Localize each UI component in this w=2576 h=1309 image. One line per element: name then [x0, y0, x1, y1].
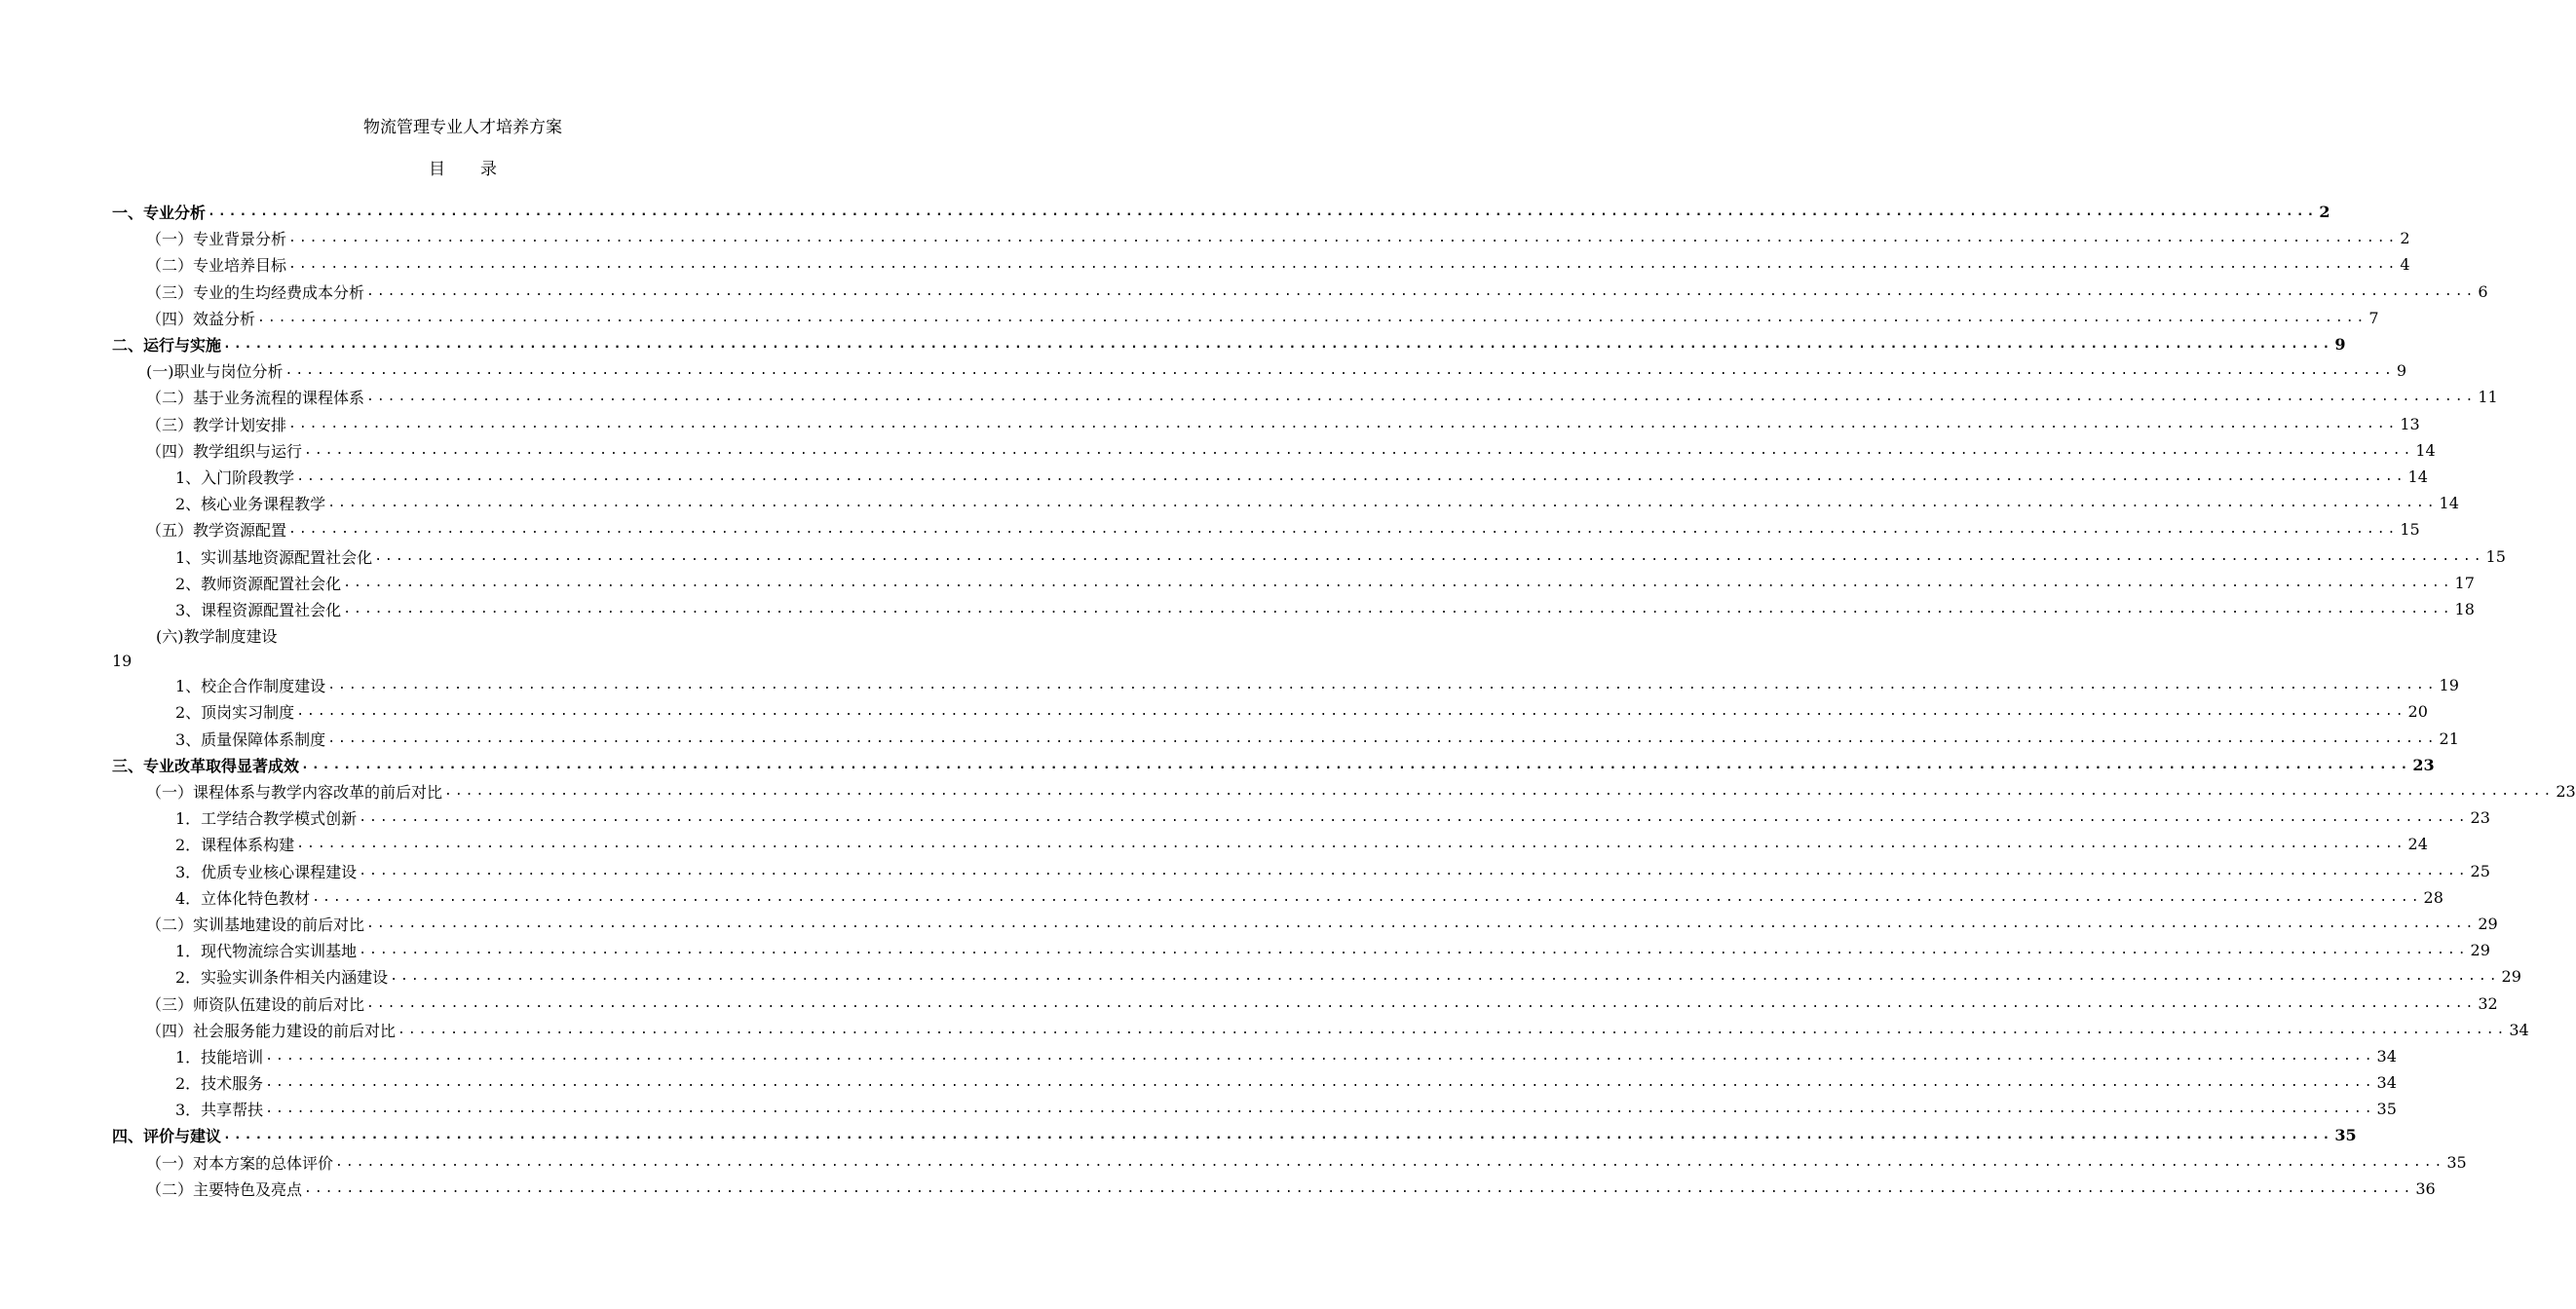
toc-entry[interactable] — [0, 596, 2475, 622]
toc-heading-char-1: 目 — [429, 160, 445, 179]
toc-dot-leader: ........................................................................................................................................................................................................ — [312, 889, 2422, 905]
toc-entry[interactable] — [0, 672, 2459, 698]
toc-dot-leader: ........................................................................................................................................................................................................ — [304, 442, 2414, 458]
toc-entry-label: （四）社会服务能力建设的前后对比 — [146, 1021, 397, 1040]
toc-entry[interactable] — [0, 1149, 2467, 1176]
toc-entry-page-number: 29 — [2501, 967, 2521, 987]
toc-entry-label: 1．技能培训 — [175, 1047, 264, 1066]
toc-entry-label: （二）专业培养目标 — [146, 256, 287, 276]
toc-entry-page-number: 23 — [2470, 808, 2490, 828]
toc-entry-label: （四）效益分析 — [146, 309, 256, 328]
toc-dot-leader: ........................................................................................................................................................................................................ — [359, 863, 2469, 879]
toc-entry-page-number: 34 — [2376, 1073, 2397, 1093]
toc-entry-label: 2．技术服务 — [175, 1074, 264, 1094]
toc-entry-page-number: 34 — [2376, 1046, 2397, 1066]
toc-chapter-entry[interactable] — [0, 331, 2346, 357]
toc-entry[interactable] — [0, 464, 2428, 490]
toc-entry[interactable] — [0, 384, 2498, 410]
toc-entry[interactable] — [0, 698, 2428, 725]
toc-entry-label: 三、专业改革取得显著成效 — [112, 756, 300, 775]
toc-dot-leader: ........................................................................................................................................................................................................ — [288, 231, 2399, 246]
toc-entry[interactable] — [0, 911, 2498, 937]
toc-entry-page-number: 19 — [112, 651, 133, 670]
toc-dot-leader: ........................................................................................................................................................................................................ — [366, 916, 2477, 931]
toc-entry-page-number: 14 — [2415, 440, 2436, 460]
toc-entry-label: （一）课程体系与教学内容改革的前后对比 — [146, 783, 443, 803]
toc-entry[interactable] — [0, 1069, 2397, 1096]
toc-dot-leader: ........................................................................................................................................................................................................ — [343, 575, 2453, 590]
toc-entry[interactable] — [0, 884, 2443, 911]
toc-dot-leader: ........................................................................................................................................................................................................ — [288, 522, 2399, 538]
toc-chapter-entry[interactable] — [0, 752, 2435, 778]
toc-entry[interactable] — [0, 437, 2436, 464]
toc-entry-label: 3、课程资源配置社会化 — [175, 600, 342, 619]
toc-dot-leader: ........................................................................................................................................................................................................ — [288, 416, 2399, 431]
toc-entry-page-number: 32 — [2478, 993, 2498, 1013]
toc-dot-leader: ........................................................................................................................................................................................................ — [327, 678, 2438, 693]
toc-entry-label: 四、评价与建议 — [112, 1127, 222, 1146]
toc-entry-label: （二）基于业务流程的课程体系 — [146, 389, 365, 408]
toc-dot-leader: ........................................................................................................................................................................................................ — [296, 704, 2406, 720]
toc-entry-label: 2．课程体系构建 — [175, 836, 295, 855]
toc-entry[interactable] — [0, 622, 926, 649]
toc-dot-leader: ........................................................................................................................................................................................................ — [301, 757, 2411, 772]
toc-entry[interactable] — [0, 490, 2459, 516]
toc-dot-leader: ........................................................................................................................................................................................................ — [304, 1180, 2414, 1196]
toc-dot-leader: ........................................................................................................................................................................................................ — [366, 390, 2477, 405]
toc-entry-page-number: 17 — [2454, 573, 2475, 592]
toc-dot-leader: ........................................................................................................................................................................................................ — [284, 363, 2395, 379]
toc-entry[interactable] — [0, 357, 2407, 384]
toc-dot-leader: ........................................................................................................................................................................................................ — [343, 601, 2453, 617]
toc-entry-page-number: 28 — [2423, 887, 2443, 907]
toc-entry[interactable] — [0, 251, 2410, 278]
toc-entry-label: 3．优质专业核心课程建设 — [175, 862, 358, 881]
toc-entry-page-number: 21 — [2439, 729, 2459, 748]
toc-entry[interactable] — [0, 804, 2490, 831]
toc-entry-label: 2．实验实训条件相关内涵建设 — [175, 968, 389, 988]
toc-chapter-entry[interactable] — [0, 199, 2330, 225]
toc-entry-label: （三）专业的生均经费成本分析 — [146, 282, 365, 302]
document-title: 物流管理专业人才培养方案 — [363, 118, 562, 137]
toc-entry-label: 1、校企合作制度建设 — [175, 677, 326, 696]
toc-entry-page-number: 36 — [2415, 1178, 2436, 1198]
toc-entry-page-number: 19 — [2439, 676, 2459, 695]
toc-dot-leader: ........................................................................................................................................................................................................ — [208, 205, 2318, 220]
toc-dot-leader: ........................................................................................................................................................................................................ — [327, 730, 2438, 746]
toc-entry-label: 3．共享帮扶 — [175, 1101, 264, 1120]
toc-entry-label: 1、实训基地资源配置社会化 — [175, 547, 373, 567]
toc-entry[interactable] — [0, 990, 2498, 1016]
toc-entry-page-number: 14 — [2407, 467, 2428, 486]
toc-entry-page-number: 25 — [2470, 861, 2490, 880]
toc-dot-leader: ........................................................................................................................................................................................................ — [374, 548, 2484, 564]
toc-dot-leader: ........................................................................................................................................................................................................ — [366, 283, 2477, 299]
toc-entry-label: 2、教师资源配置社会化 — [175, 574, 342, 593]
table-of-contents — [0, 199, 2576, 1202]
toc-entry-page-number: 11 — [2478, 388, 2498, 407]
toc-entry[interactable] — [0, 305, 2379, 331]
toc-entry-label: （五）教学资源配置 — [146, 521, 287, 541]
toc-entry[interactable] — [0, 858, 2490, 884]
toc-entry[interactable] — [0, 963, 2521, 990]
toc-entry-label: （三）教学计划安排 — [146, 415, 287, 434]
toc-dot-leader: ........................................................................................................................................................................................................ — [257, 310, 2368, 325]
toc-entry[interactable] — [0, 570, 2475, 596]
toc-entry-page-number: 14 — [2439, 494, 2459, 513]
toc-dot-leader: ........................................................................................................................................................................................................ — [398, 1022, 2508, 1037]
toc-entry-label: 二、运行与实施 — [112, 336, 222, 355]
toc-dot-leader: ........................................................................................................................................................................................................ — [296, 468, 2406, 484]
toc-entry-label: （二）实训基地建设的前后对比 — [146, 915, 365, 934]
toc-entry-label: （一）专业背景分析 — [146, 230, 287, 249]
toc-entry-page-number: 29 — [2478, 914, 2498, 933]
toc-entry-label: 1．现代物流综合实训基地 — [175, 942, 358, 961]
toc-entry-page-number: 23 — [2412, 755, 2435, 774]
toc-entry-page-number: 6 — [2478, 281, 2488, 301]
toc-entry-label: 1．工学结合教学模式创新 — [175, 809, 358, 829]
toc-entry-label: 2、核心业务课程教学 — [175, 495, 326, 514]
toc-dot-leader: ........................................................................................................................................................................................................ — [327, 496, 2438, 511]
toc-entry[interactable] — [0, 411, 2420, 437]
toc-entry[interactable] — [0, 279, 2488, 305]
toc-chapter-entry[interactable] — [0, 1122, 2357, 1148]
toc-entry[interactable] — [0, 542, 2506, 569]
toc-entry-page-number: 13 — [2400, 414, 2420, 433]
toc-heading — [0, 155, 926, 179]
toc-entry-page-number: 2 — [2400, 229, 2410, 248]
toc-dot-leader: ........................................................................................................................................................................................................ — [359, 810, 2469, 826]
toc-entry[interactable] — [0, 1043, 2397, 1069]
toc-entry-label: (一)职业与岗位分析 — [146, 362, 284, 382]
toc-entry[interactable] — [0, 1017, 2529, 1043]
toc-entry[interactable] — [0, 778, 2576, 804]
toc-entry-page-number: 7 — [2368, 308, 2379, 327]
toc-entry[interactable] — [0, 225, 2410, 251]
toc-dot-leader: ........................................................................................................................................................................................................ — [223, 1128, 2333, 1143]
toc-entry-page-number: 15 — [2485, 546, 2506, 566]
toc-dot-leader: ........................................................................................................................................................................................................ — [390, 969, 2500, 985]
toc-dot-leader: ........................................................................................................................................................................................................ — [444, 784, 2555, 800]
toc-entry-page-number: 9 — [2396, 361, 2407, 381]
toc-entry-page-number: 18 — [2454, 599, 2475, 618]
toc-entry-label: （一）对本方案的总体评价 — [146, 1153, 334, 1173]
toc-entry-label: （四）教学组织与运行 — [146, 441, 303, 461]
toc-entry-label: (六)教学制度建设 — [156, 627, 278, 647]
toc-entry-label: 4．立体化特色教材 — [175, 888, 311, 908]
toc-entry[interactable] — [0, 1176, 2436, 1202]
toc-entry-label: 一、专业分析 — [112, 204, 207, 223]
toc-entry-label: 2、顶岗实习制度 — [175, 703, 295, 723]
toc-entry-label: 1、入门阶段教学 — [175, 468, 295, 487]
toc-entry-page-number: 29 — [2470, 941, 2490, 960]
toc-entry[interactable] — [0, 831, 2428, 857]
toc-dot-leader: ........................................................................................................................................................................................................ — [265, 1102, 2375, 1117]
toc-entry[interactable] — [0, 1096, 2397, 1122]
toc-dot-leader: ........................................................................................................................................................................................................ — [335, 1154, 2445, 1170]
toc-dot-leader: ........................................................................................................................................................................................................ — [359, 943, 2469, 958]
toc-entry-page-number: 35 — [2446, 1152, 2467, 1172]
toc-entry-page-number: 34 — [2509, 1020, 2529, 1039]
toc-entry-page-number: 2 — [2319, 203, 2330, 222]
toc-entry-page-number: 23 — [2556, 782, 2576, 802]
toc-dot-leader: ........................................................................................................................................................................................................ — [265, 1075, 2375, 1091]
toc-entry-page-number: 9 — [2334, 335, 2346, 355]
toc-entry-page-number: 20 — [2407, 702, 2428, 722]
toc-entry-page-number: 35 — [2334, 1126, 2357, 1145]
toc-dot-leader: ........................................................................................................................................................................................................ — [223, 337, 2333, 353]
toc-entry[interactable] — [0, 516, 2420, 542]
toc-entry[interactable] — [0, 726, 2459, 752]
toc-dot-leader: ........................................................................................................................................................................................................ — [366, 995, 2477, 1011]
toc-entry-label: （二）主要特色及亮点 — [146, 1179, 303, 1199]
toc-entry-page-number: 24 — [2407, 835, 2428, 854]
toc-dot-leader: ........................................................................................................................................................................................................ — [296, 837, 2406, 852]
toc-heading-char-2: 录 — [480, 160, 497, 179]
toc-entry-page-number: 4 — [2400, 255, 2410, 275]
toc-entry-label: （三）师资队伍建设的前后对比 — [146, 994, 365, 1014]
toc-entry-label: 3、质量保障体系制度 — [175, 729, 326, 749]
toc-entry-page-number: 15 — [2400, 520, 2420, 540]
toc-dot-leader: ........................................................................................................................................................................................................ — [265, 1048, 2375, 1064]
toc-dot-leader: ........................................................................................................................................................................................................ — [288, 257, 2399, 273]
toc-entry[interactable] — [0, 937, 2490, 963]
toc-entry-page-number: 35 — [2376, 1100, 2397, 1119]
